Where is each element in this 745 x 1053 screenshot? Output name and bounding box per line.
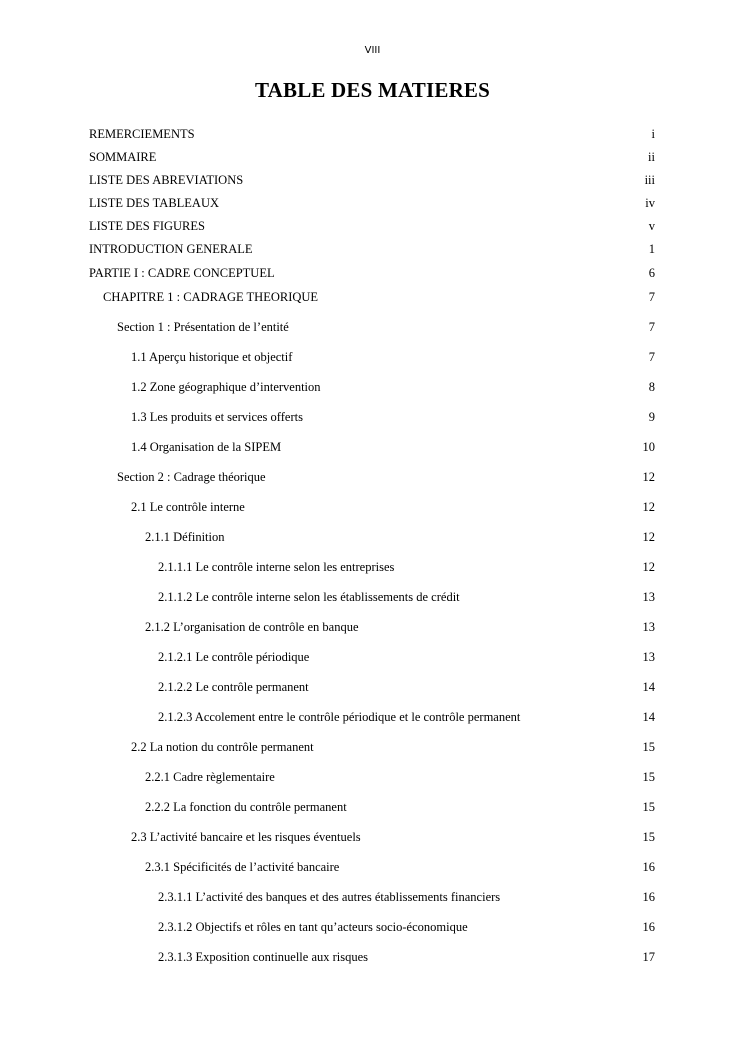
toc-entry-label: 2.2.2 La fonction du contrôle permanent [145, 800, 347, 814]
toc-entry[interactable] [117, 319, 655, 335]
toc-entry-page: v [648, 219, 655, 233]
toc-entry[interactable] [158, 949, 655, 965]
toc-entry-page: 6 [648, 266, 655, 280]
toc-entry-page: 9 [648, 410, 655, 424]
toc-entry-label: 2.1.2 L’organisation de contrôle en banque [145, 620, 359, 634]
toc-entry-page: 10 [642, 440, 655, 454]
toc-entry-page: 12 [642, 560, 655, 574]
toc-entry-page: 7 [648, 320, 655, 334]
toc-entry-page: 15 [642, 770, 655, 784]
toc-entry-page: ii [648, 150, 655, 164]
toc-entry[interactable] [89, 126, 655, 142]
toc-entry-page: 12 [642, 500, 655, 514]
toc-entry-label: 2.1.2.2 Le contrôle permanent [158, 680, 309, 694]
toc-entry[interactable] [145, 799, 655, 815]
toc-entry-label: PARTIE I : CADRE CONCEPTUEL [89, 266, 275, 280]
toc-entry-label: 1.3 Les produits et services offerts [131, 410, 303, 424]
toc-entry-label: 2.1.1 Définition [145, 530, 225, 544]
toc-entry-label: LISTE DES TABLEAUX [89, 196, 220, 210]
toc-entry[interactable] [89, 172, 655, 188]
toc-entry-label: 1.1 Aperçu historique et objectif [131, 350, 293, 364]
toc-entry[interactable] [145, 859, 655, 875]
toc-entry-label: CHAPITRE 1 : CADRAGE THEORIQUE [103, 290, 319, 304]
toc-entry-label: Section 1 : Présentation de l’entité [117, 320, 289, 334]
toc-entry-label: Section 2 : Cadrage théorique [117, 470, 266, 484]
toc-entry-label: LISTE DES FIGURES [89, 219, 205, 233]
toc-entry-label: 2.2.1 Cadre règlementaire [145, 770, 275, 784]
toc-entry-label: SOMMAIRE [89, 150, 157, 164]
toc-entry-page: 1 [648, 242, 655, 256]
toc-entry-page: 17 [642, 950, 655, 964]
toc-entry[interactable] [103, 289, 655, 305]
toc-entry-label: INTRODUCTION GENERALE [89, 242, 253, 256]
toc-entry[interactable] [89, 265, 655, 281]
toc-entry-label: 2.3.1.2 Objectifs et rôles en tant qu’acteurs socio-économique [158, 920, 468, 934]
toc-entry[interactable] [158, 649, 655, 665]
toc-entry[interactable] [89, 218, 655, 234]
toc-entry[interactable] [131, 379, 655, 395]
toc-entry-label: 1.2 Zone géographique d’intervention [131, 380, 321, 394]
toc-entry-page: i [651, 127, 655, 141]
toc-entry-page: 13 [642, 650, 655, 664]
toc-entry-page: iv [645, 196, 655, 210]
toc-entry[interactable] [145, 769, 655, 785]
toc-entry[interactable] [117, 469, 655, 485]
toc-entry[interactable] [145, 619, 655, 635]
toc-entry-label: 2.1.2.3 Accolement entre le contrôle périodique et le contrôle permanent [158, 710, 521, 724]
toc-entry-page: 15 [642, 800, 655, 814]
toc-entry[interactable] [158, 679, 655, 695]
toc-entry[interactable] [131, 829, 655, 845]
toc-entry[interactable] [158, 919, 655, 935]
toc-entry[interactable] [89, 241, 655, 257]
toc-entry-label: 2.1.1.2 Le contrôle interne selon les établissements de crédit [158, 590, 460, 604]
toc-entry[interactable] [131, 349, 655, 365]
toc-entry[interactable] [158, 589, 655, 605]
toc-entry-page: 16 [642, 890, 655, 904]
toc-entry-label: 2.2 La notion du contrôle permanent [131, 740, 314, 754]
toc-entry-page: 15 [642, 740, 655, 754]
toc-entry-page: 7 [648, 290, 655, 304]
toc-entry-page: 16 [642, 920, 655, 934]
toc-entry[interactable] [131, 439, 655, 455]
toc-entry-page: 15 [642, 830, 655, 844]
page-title: TABLE DES MATIERES [254, 78, 491, 102]
toc-entry-label: REMERCIEMENTS [89, 127, 195, 141]
toc-entry[interactable] [131, 739, 655, 755]
page-number: VIII [364, 45, 381, 56]
toc-entry-page: 13 [642, 590, 655, 604]
toc-entry-page: 14 [642, 710, 655, 724]
toc-entry-label: 2.3.1.1 L’activité des banques et des autres établissements financiers [158, 890, 501, 904]
toc-entry-label: LISTE DES ABREVIATIONS [89, 173, 244, 187]
toc-entry[interactable] [158, 559, 655, 575]
toc-entry[interactable] [158, 709, 655, 725]
toc-entry-page: 12 [642, 530, 655, 544]
toc-entry-label: 2.3 L’activité bancaire et les risques éventuels [131, 830, 361, 844]
toc-entry-page: iii [644, 173, 655, 187]
toc-entry-page: 13 [642, 620, 655, 634]
toc-entry[interactable] [131, 499, 655, 515]
toc-entry[interactable] [89, 149, 655, 165]
toc-entry-page: 14 [642, 680, 655, 694]
toc-entry[interactable] [158, 889, 655, 905]
toc-entry-label: 2.3.1.3 Exposition continuelle aux risques [158, 950, 369, 964]
toc-entry-label: 2.3.1 Spécificités de l’activité bancaire [145, 860, 340, 874]
toc-entry-label: 2.1.2.1 Le contrôle périodique [158, 650, 310, 664]
toc-entry-page: 7 [648, 350, 655, 364]
toc-entry[interactable] [145, 529, 655, 545]
toc-entry-label: 1.4 Organisation de la SIPEM [131, 440, 282, 454]
toc-entry[interactable] [89, 195, 655, 211]
toc-entry-label: 2.1 Le contrôle interne [131, 500, 245, 514]
toc-entry-label: 2.1.1.1 Le contrôle interne selon les entreprises [158, 560, 395, 574]
toc-entry[interactable] [131, 409, 655, 425]
toc-entry-page: 16 [642, 860, 655, 874]
toc-entry-page: 12 [642, 470, 655, 484]
toc-entry-page: 8 [648, 380, 655, 394]
